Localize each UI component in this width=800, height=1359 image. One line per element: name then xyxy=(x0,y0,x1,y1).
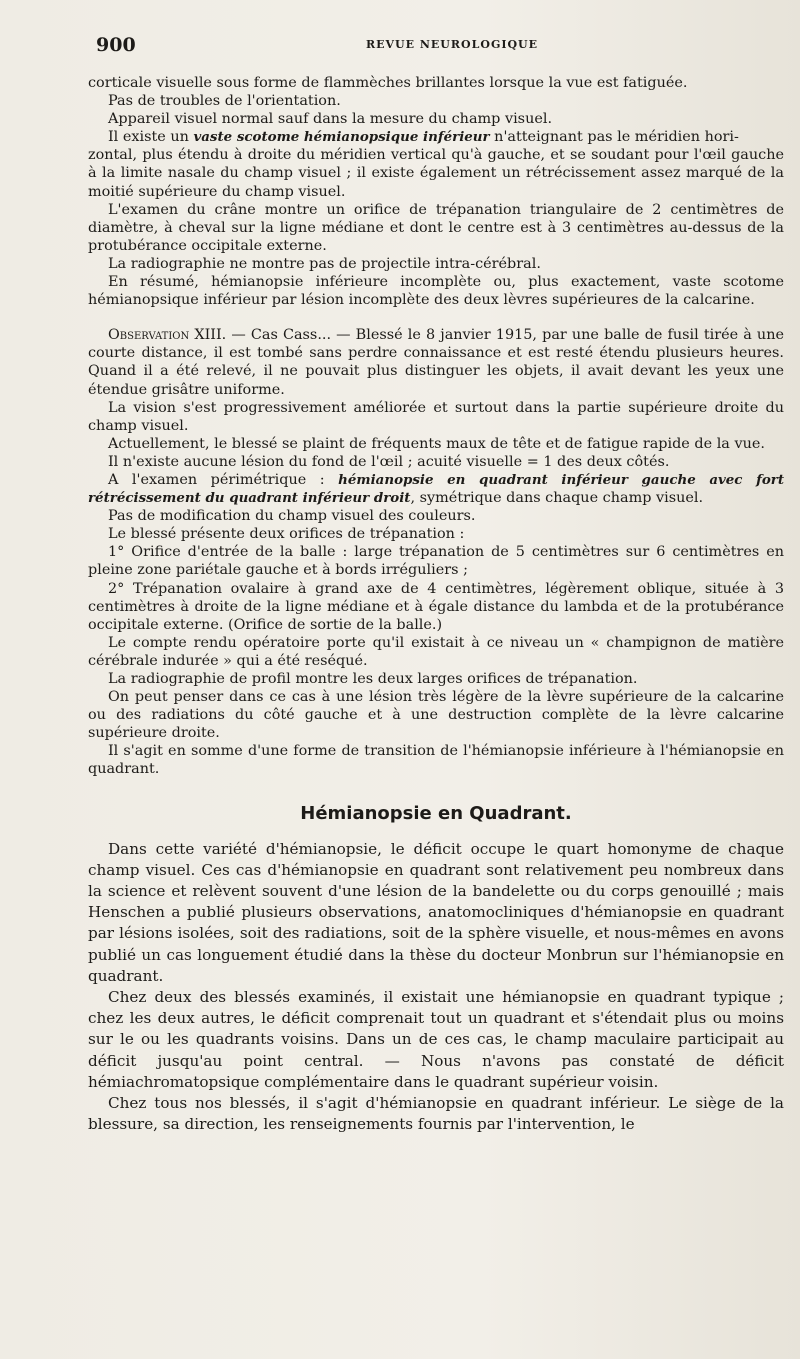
paragraph: Pas de modification du champ visuel des couleurs. xyxy=(108,508,476,525)
paragraph: Chez deux des blessés examinés, il existait une hémianopsie en quadrant typique ; chez les deux autres, le déficit comprenait tout un quadrant et s'étendait plus ou moins sur le ou les quadrants voisins. Dans un de ces cas, le champ maculaire participait au déficit jusqu'au point central. — Nous n'avons pas constaté de déficit hémiachromatopsique complémentaire dans le quadrant supérieur voisin. xyxy=(88,988,784,1091)
paragraph: 1° Orifice d'entrée de la balle : large trépanation de 5 centimètres sur 6 centimètres en pleine zone pariétale gauche et à bords irréguliers ; xyxy=(88,544,784,579)
text-run: Il existe un xyxy=(108,129,194,146)
observation-paragraph xyxy=(88,326,784,398)
page-header xyxy=(96,34,740,56)
paragraph: La radiographie de profil montre les deux larges orifices de trépanation. xyxy=(108,671,638,687)
text-run: — Cas Cass... — Blessé le 8 janvier 1915, par une balle de fusil tirée à une courte distance, il est tombé sans perdre connaissance et est resté étendu plusieurs heures. Quand il a été relevé, il ne pouvait plus distinguer les objets, il avait devant les yeux une étendue grisâtre uniforme. xyxy=(88,327,784,398)
paragraph: 2° Trépanation ovalaire à grand axe de 4 centimètres, légèrement oblique, située à 3 centimètres à droite de la ligne médiane et à égale distance du lambda et de la protubérance occipitale externe. (Orifice de sortie de la balle.) xyxy=(88,580,784,633)
paragraph: Actuellement, le blessé se plaint de fréquents maux de tête et de fatigue rapide de la vue. xyxy=(108,435,765,452)
paragraph: On peut penser dans ce cas à une lésion très légère de la lèvre supérieure de la calcarine ou des radiations du côté gauche et à une destruction complète de la lèvre calcarine supérieure droite. xyxy=(88,689,784,742)
text-run: n'atteignant pas le méridien hori- xyxy=(489,129,739,146)
running-head: REVUE NEUROLOGIQUE xyxy=(366,38,539,51)
paragraph: La vision s'est progressivement améliorée et surtout dans la partie supérieure droite du champ visuel. xyxy=(88,399,784,434)
paragraph: Il s'agit en somme d'une forme de transition de l'hémianopsie inférieure à l'hémianopsie en quadrant. xyxy=(88,743,784,778)
body-text xyxy=(88,74,784,1136)
section-body xyxy=(88,839,784,1136)
italic-term: vaste scotome hémianopsique inférieur xyxy=(193,129,490,146)
paragraph: Appareil visuel normal sauf dans la mesure du champ visuel. xyxy=(108,111,553,128)
paragraph: zontal, plus étendu à droite du méridien vertical qu'à gauche, et se soudant pour l'œil gauche à la limite nasale du champ visuel ; il existe également un rétrécissement assez marqué de la moitié supérieure du champ visuel. xyxy=(88,147,784,200)
observation-label: Observation XIII. xyxy=(108,327,227,344)
paragraph: En résumé, hémianopsie inférieure incomplète ou, plus exactement, vaste scotome hémianopsique inférieur par lésion incomplète des deux lèvres supérieures de la calcarine. xyxy=(88,274,784,309)
paragraph: Pas de troubles de l'orientation. xyxy=(108,93,341,110)
text-run: A l'examen périmétrique : xyxy=(108,471,339,488)
paragraph: La radiographie ne montre pas de projectile intra-cérébral. xyxy=(108,255,541,272)
paragraph: Dans cette variété d'hémianopsie, le déficit occupe le quart homonyme de chaque champ visuel. Ces cas d'hémianopsie en quadrant sont relativement peu nombreux dans la science et relèvent souvent d'une lésion de la bandelette ou du corps genouillé ; mais Henschen a publié plusieurs observations, anatomocliniques d'hémianopsie en quadrant par lésions isolées, soit des radiations, soit de la sphère visuelle, et nous-mêmes en avons publié un cas longuement étudié dans la thèse du docteur Monbrun sur l'hémianopsie en quadrant. xyxy=(88,839,784,985)
paragraph: Chez tous nos blessés, il s'agit d'hémianopsie en quadrant inférieur. Le siège de la blessure, sa direction, les renseignements fournis par l'intervention, le xyxy=(88,1094,784,1134)
text-run: , symétrique dans chaque champ visuel. xyxy=(410,490,704,507)
page-number: 900 xyxy=(96,34,136,56)
italic-term: hémianopsie en quadrant inférieur gauche avec fort rétrécissement du quadrant inférieur droit xyxy=(88,471,784,507)
paragraph: corticale visuelle sous forme de flammèches brillantes lorsque la vue est fatiguée. xyxy=(88,75,688,91)
paragraph: Il n'existe aucune lésion du fond de l'œil ; acuité visuelle = 1 des deux côtés. xyxy=(108,453,670,470)
paragraph-perimetry xyxy=(88,471,784,507)
paragraph: Le blessé présente deux orifices de trépanation : xyxy=(108,526,465,543)
paragraph: L'examen du crâne montre un orifice de trépanation triangulaire de 2 centimètres de diamètre, à cheval sur la ligne médiane et dont le centre est à 3 centimètres au-dessus de la protubérance occipitale externe. xyxy=(88,201,784,254)
section-title: Hémianopsie en Quadrant. xyxy=(300,802,572,824)
paragraph-scotome xyxy=(88,128,784,146)
paragraph: Le compte rendu opératoire porte qu'il existait à ce niveau un « champignon de matière cérébrale indurée » qui a été reséqué. xyxy=(88,634,784,669)
